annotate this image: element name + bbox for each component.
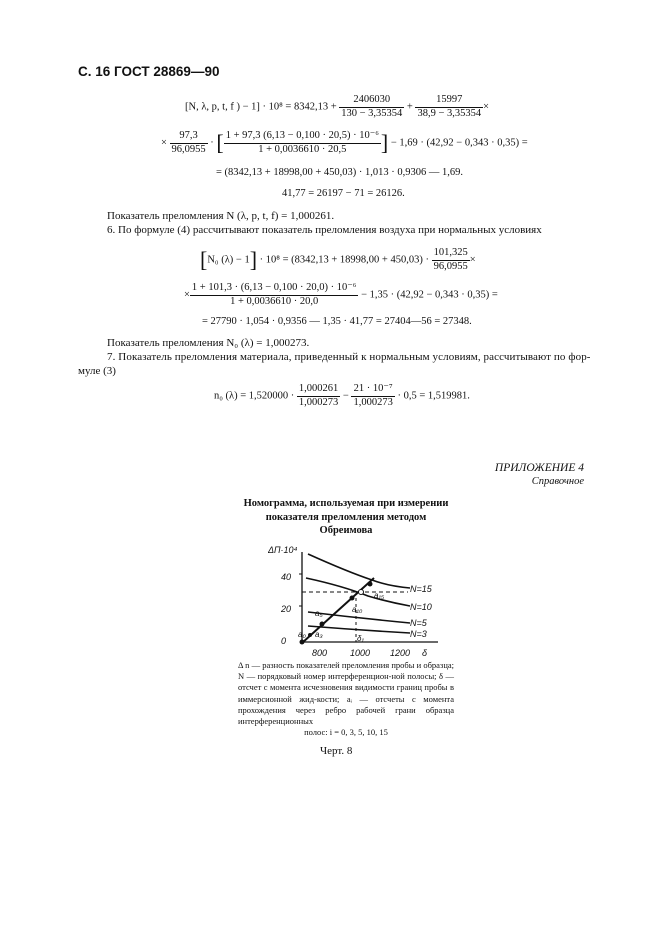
eq8-fraction-2: $\frac{\text{21 · 10⁻⁷}}{1,000273}$ [353, 383, 393, 408]
paragraph-refraction-n: Показатель преломления N (λ, p, t, f) = 1,000261. [107, 210, 335, 222]
paragraph-6: 6. По формуле (4) рассчитывают показатель преломления воздуха при нормальных условиях [107, 224, 542, 236]
curve-label-n10: N=10 [410, 602, 432, 612]
xtick-800: 800 [312, 648, 328, 658]
equation-3: = (8342,13 + 18998,00 + 450,03) · 1,013 · 0,9306 — 1,69. [216, 167, 464, 178]
eq1-fraction-1: $\frac{2406030}{130 - 3,35354}$ [341, 94, 403, 119]
eq2-times: × [161, 137, 167, 149]
eq8-fraction-1: $\frac{1,000261}{1,000273}$ [298, 383, 339, 408]
marker-a0 [300, 640, 305, 645]
eq2-tail: − 1,69 · (42,92 − 0,343 · 0,35) = [390, 137, 528, 149]
nomogram-caption [238, 660, 454, 739]
eq2-bracket-open: [ [216, 130, 224, 156]
eq1-plus: + [406, 101, 413, 113]
marker-a5 [320, 622, 325, 627]
point-a3: a₃ [315, 630, 323, 639]
eq5-bracket-close: ] [249, 247, 258, 273]
eq6-tail: − 1,35 · (42,92 − 0,343 · 0,35) = [361, 289, 498, 301]
point-a0: a₀ [298, 630, 306, 639]
equation-8 [214, 383, 470, 409]
eq6-fraction: $\frac{\text{1 + 101,3 · (6,13 − 0,100 · 20,0) · 10⁻⁶}}{1 + 0,0036610 \cdot 20,0}$ [191, 282, 357, 307]
marker-a15 [368, 582, 373, 587]
equation-2 [161, 130, 528, 156]
eq5-fraction: $\frac{101,325}{96,0955}$ [433, 247, 468, 272]
eq8-lhs: n₀ (λ) = 1,520000 · [214, 390, 295, 402]
paragraph-refraction-n0: Показатель преломления N₀ (λ) = 1,000273. [107, 337, 310, 349]
eq5-bracket-open: [ [200, 247, 208, 273]
marker-a10 [350, 596, 355, 601]
nomogram-title-line-3: Обреимова [319, 525, 373, 537]
delta-label: δ₁ [357, 634, 364, 643]
equation-1 [185, 94, 489, 120]
eq2-fraction-1: $\frac{97,3}{96,0955}$ [171, 130, 206, 155]
eq8-minus: − [342, 390, 349, 402]
figure-label: Черт. 8 [320, 745, 353, 757]
ytick-20: 20 [281, 604, 292, 614]
eq1-lhs: [N, λ, p, t, f ) − 1] · 10⁸ = 8342,13 + [185, 101, 337, 113]
equation-4: 41,77 = 26197 − 71 = 26126. [282, 188, 405, 199]
ytick-40: 40 [281, 572, 292, 582]
nomogram-xlabel: δ [422, 648, 428, 658]
equation-5 [200, 247, 476, 273]
eq2-dot: · [210, 137, 214, 149]
curve-label-n3: N=3 [410, 629, 427, 639]
marker-open [359, 590, 364, 595]
paragraph-7-cont: муле (3) [78, 365, 116, 377]
appendix-title: ПРИЛОЖЕНИЕ 4 [494, 462, 584, 474]
nomogram-ylabel: ΔП·10⁴ [268, 545, 298, 555]
curve-n15 [308, 554, 410, 588]
nomogram-title-line-2: показателя преломления методом [265, 511, 427, 523]
eq1-times: × [483, 101, 490, 113]
point-a15: a₁₅ [374, 591, 385, 600]
nomogram-title-line-1: Номограмма, используемая при измерении [243, 498, 449, 509]
curve-n3 [308, 626, 410, 633]
caption-text: Δ n — разность показателей преломления пробы и образца; N — порядковый номер интерференцион-ной полосы; δ — отсчет с момента исчезновения видимости границ пробы в иммерсионной жид-кости; aᵢ — отсчеты с момента прохождения через ребро рабочей грани образца интерференционных [238, 660, 454, 727]
equation-7: = 27790 · 1,054 · 0,9356 — 1,35 · 41,77 = 27404—56 = 27348. [202, 316, 472, 327]
point-a10: a₁₀ [352, 605, 363, 614]
ytick-0: 0 [281, 636, 287, 646]
eq5-times: × [469, 254, 476, 266]
marker-a3 [308, 633, 312, 637]
point-a5: a₅ [315, 609, 323, 618]
xtick-1200: 1200 [390, 648, 411, 658]
nomogram-title [240, 497, 452, 538]
eq2-fraction-2: $\frac{\text{1 + 97,3 (6,13 − 0,100 · 20,5) · 10⁻⁶}}{1 + 0,0036610 \cdot 20,5}$ [225, 130, 379, 155]
equation-6 [184, 282, 498, 308]
caption-last-line: полос: i = 0, 3, 5, 10, 15 [304, 727, 388, 738]
xtick-1000: 1000 [350, 648, 371, 658]
paragraph-7: 7. Показатель преломления материала, приведенный к нормальным условиям, рассчитывают по фор- [107, 351, 591, 363]
eq5-mid: · 10⁸ = (8342,13 + 18998,00 + 450,03) · [259, 254, 429, 266]
eq5-lhs: N₀ (λ) − 1 [207, 254, 250, 266]
curve-label-n5: N=5 [410, 618, 427, 628]
nomogram-figure [268, 542, 450, 658]
eq6-times: × [184, 289, 190, 301]
curve-label-n15: N=15 [410, 584, 432, 594]
eq8-tail: · 0,5 = 1,519981. [397, 390, 470, 402]
eq2-bracket-close: ] [380, 130, 389, 156]
appendix-subtitle: Справочное [531, 476, 584, 487]
eq1-fraction-2: $\frac{15997}{38,9 - 3,35354}$ [417, 94, 482, 119]
page-header: С. 16 ГОСТ 28869—90 [78, 64, 220, 79]
